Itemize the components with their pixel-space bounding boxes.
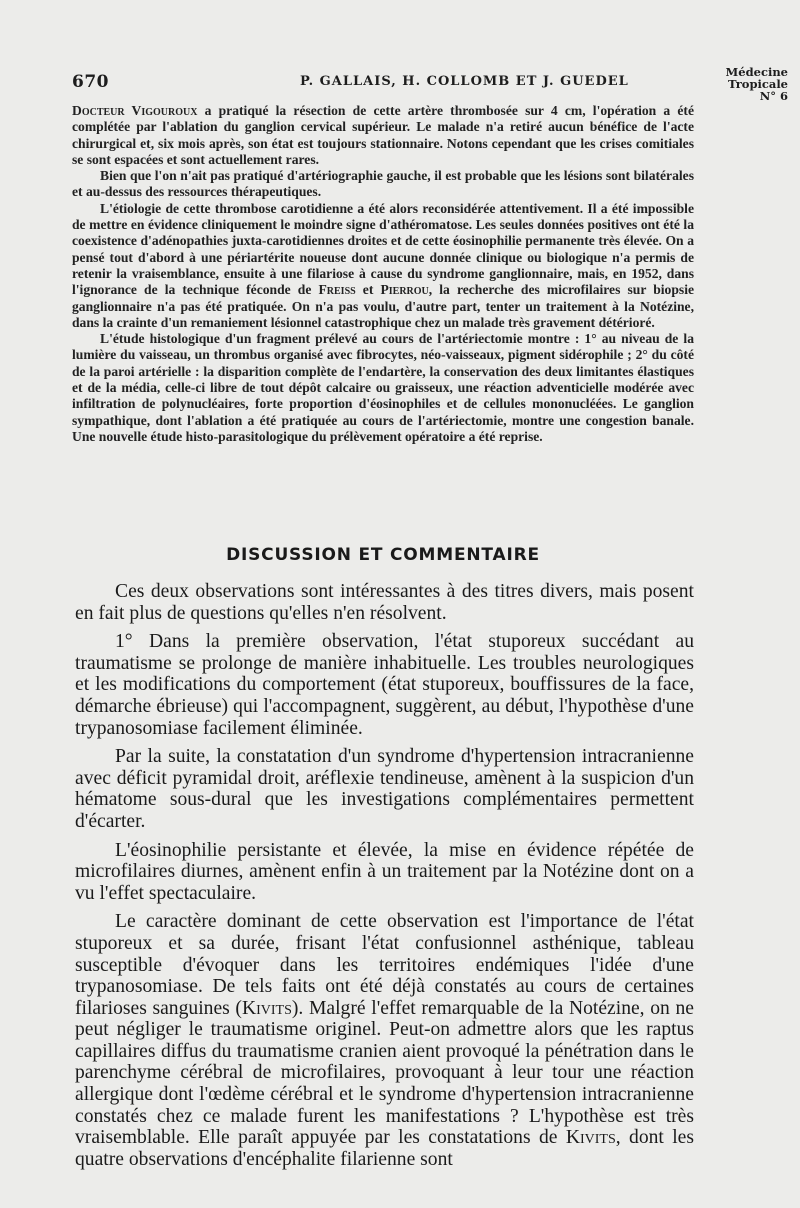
- journal-name-line1: Médecine: [725, 65, 788, 79]
- author-name: Pierrou: [380, 282, 429, 298]
- author-name: Kivits: [565, 1127, 616, 1149]
- discussion-paragraph: Ces deux observations sont intéressantes à des titres divers, mais posent en fait plus de questions qu'elles n'en résolvent.: [75, 581, 694, 624]
- paragraph-etiology: L'étiologie de cette thrombose carotidienne a été alors reconsidérée attentivement. Il a été impossible de mettre en évidence cliniquement le moindre signe d'athéromatose. Les seules données positives ont été la coexistence d'adénopathies juxta-carotidiennes droites et de cette éosinophilie permanente très élevée. On a pensé tout d'abord à une périartérite noueuse dont aucune donnée clinique ou biologique n'a permis de retenir la vraisemblance, ensuite à une filariose à cause du syndrome ganglionnaire, mais, en 1952, dans l'ignorance de la technique féconde de Freiss et Pierrou, la recherche des microfilaires sur biopsie ganglionnaire n'a pas été pratiquée. On n'a pas voulu, d'autre part, tenter un traitement à la Notézine, dans la crainte d'un remaniement lésionnel catastrophique chez un malade très gravement détérioré.: [72, 200, 695, 330]
- page-number: 670: [72, 72, 109, 92]
- discussion-paragraph: 1° Dans la première observation, l'état stuporeux succédant au traumatisme se prolonge de manière inhabituelle. Les troubles neurologiques et les modifications du comportement (état stuporeux, bouffissures de la face, démarche ébrieuse) qui l'accompagnent, suggèrent, au début, l'hypothèse d'une trypanosomiase facilement éliminée.: [75, 631, 694, 739]
- author-name: Docteur Vigouroux: [72, 103, 198, 118]
- author-name: Kivits: [241, 997, 292, 1019]
- paragraph-bilateral-lesions: Bien que l'on n'ait pas pratiqué d'artériographie gauche, il est probable que les lésions sont bilatérales et au-dessus des ressources thérapeutiques.: [72, 168, 694, 200]
- discussion-text: [75, 581, 694, 1170]
- case-report-text: [72, 103, 694, 445]
- journal-name-line2: Tropicale: [728, 77, 788, 91]
- journal-label: [716, 66, 788, 102]
- running-head-authors: P. GALLAIS, H. COLLOMB ET J. GUEDEL: [300, 74, 629, 89]
- discussion-paragraph: Par la suite, la constatation d'un syndrome d'hypertension intracranienne avec déficit pyramidal droit, aréflexie tendineuse, amènent à la suspicion d'un hématome sous-dural que les investigations complémentaires permettent d'écarter.: [75, 746, 694, 832]
- section-heading: DISCUSSION ET COMMENTAIRE: [226, 545, 540, 565]
- author-name: Freiss: [318, 282, 356, 298]
- journal-issue: N° 6: [759, 89, 788, 103]
- paragraph-surgery: Docteur Vigouroux a pratiqué la résection de cette artère thrombosée sur 4 cm, l'opération a été complétée par l'ablation du ganglion cervical supérieur. Le malade n'a retiré aucun bénéfice de l'acte chirurgical et, six mois après, son état est toujours stationnaire. Notons cependant que les crises comitiales se sont espacées et sont actuellement rares.: [72, 103, 694, 167]
- paragraph-histology: L'étude histologique d'un fragment prélevé au cours de l'artériectomie montre : 1° au niveau de la lumière du vaisseau, un thrombus organisé avec fibrocytes, néo-vaisseaux, pigment sidérophile ; 2° du côté de la paroi artérielle : la disparition complète de l'endartère, la conservation des deux limitantes élastiques et de la média, celle-ci libre de tout dépôt calcaire ou graisseux, une réaction adventicielle modérée avec infiltration de polynucléaires, forte proportion d'éosinophiles et de cellules mononucléées. Le ganglion sympathique, dont l'ablation a été pratiquée au cours de l'artériectomie, montre une congestion banale. Une nouvelle étude histo-parasitologique du prélèvement opératoire a été reprise.: [72, 331, 694, 444]
- page-header: [72, 65, 788, 106]
- discussion-paragraph: L'éosinophilie persistante et élevée, la mise en évidence répétée de microfilaires diurnes, amènent enfin à un traitement par la Notézine dont on a vu l'effet spectaculaire.: [75, 839, 694, 904]
- discussion-paragraph: Le caractère dominant de cette observation est l'importance de l'état stuporeux et sa durée, frisant l'état confusionnel asthénique, tableau susceptible d'évoquer dans les territoires endémiques l'idée d'une trypanosomiase. De tels faits ont été déjà constatés au cours de certaines filarioses sanguines (Kivits). Malgré l'effet remarquable de la Notézine, on ne peut négliger le traumatisme originel. Peut-on admettre alors que les raptus capillaires diffus du traumatisme cranien aient provoqué la pénétration dans le parenchyme cérébral de microfilaires, provoquant à leur tour une réaction allergique dont l'œdème cérébral et le syndrome d'hypertension intracranienne constatés chez ce malade furent les manifestations ? L'hypothèse est très vraisemblable. Elle paraît appuyée par les constatations de Kivits, dont les quatre observations d'encéphalite filarienne sont: [75, 911, 695, 1170]
